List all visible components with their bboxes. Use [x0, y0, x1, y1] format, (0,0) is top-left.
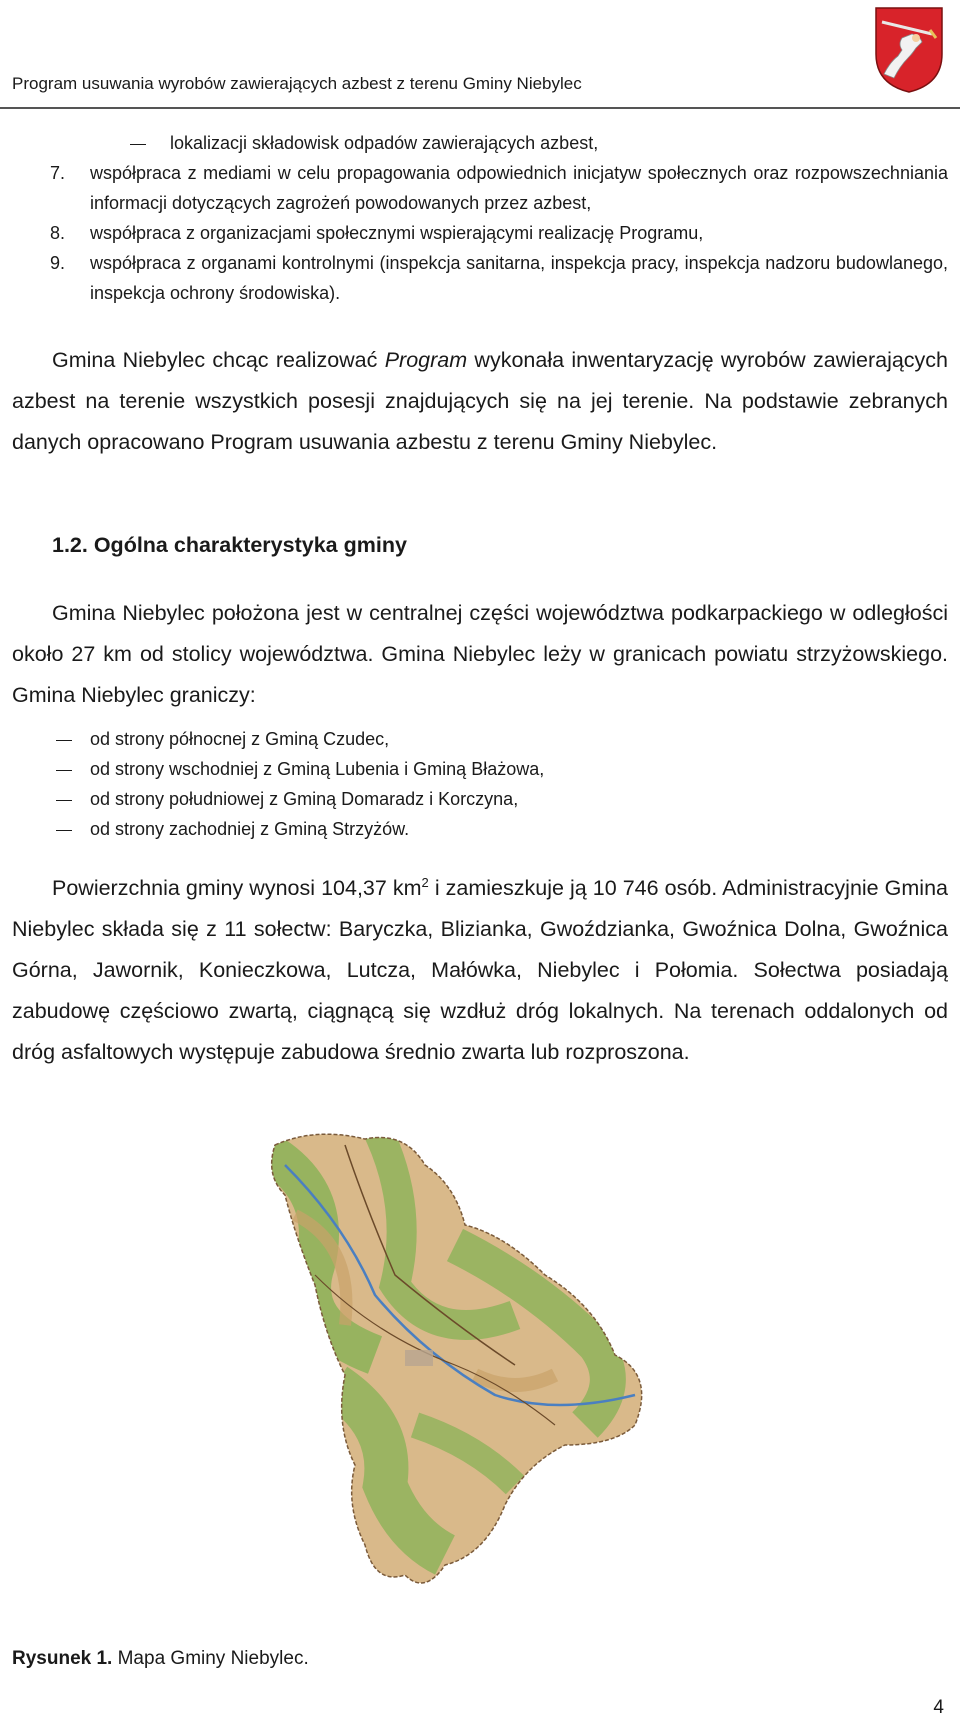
- dash-bullet: [56, 800, 72, 801]
- program-italic: Program: [384, 348, 468, 372]
- section-title: 1.2. Ogólna charakterystyka gminy: [52, 533, 407, 557]
- paragraph-location: [12, 593, 948, 716]
- list-item-text: współpraca z organizacjami społecznymi wspierającymi realizację Programu,: [90, 223, 704, 243]
- coat-of-arms-icon: [872, 4, 946, 94]
- paragraph-text: Powierzchnia gminy wynosi 104,37 km: [52, 876, 422, 901]
- superscript: 2: [421, 875, 429, 890]
- paragraph-area: [12, 862, 948, 1073]
- paragraph-inventory: [12, 340, 948, 463]
- list-item-number: 8.: [50, 223, 66, 243]
- list-item-text: współpraca z mediami w celu propagowania odpowiednich inicjatyw społecznych oraz rozpowszechniania informacji dotyczących zagrożeń powodowanych przez azbest,: [90, 163, 948, 213]
- page-number: 4: [933, 1697, 944, 1718]
- numbered-list: [50, 158, 948, 308]
- header-divider: [0, 107, 960, 109]
- paragraph-text: i zamieszkuje ją 10 746 osób. Administracyjnie Gmina Niebylec składa się z 11 sołectw: Baryczka, Blizianka, Gwoździanka, Gwoźnica Dolna, Gwoźnica Górna, Jawornik, Konieczkowa, Lutcza, Małówka, Niebylec i Połomia. Sołectwa posiadają zabudowę częściowo zwartą, ciągnącą się wzdłuż dróg lokalnych. Na terenach oddalonych od dróg asfaltowych występuje zabudowa średnio zwarta lub rozproszona.: [12, 876, 948, 1065]
- dash-bullet: [130, 144, 146, 145]
- list-item-text: lokalizacji składowisk odpadów zawierających azbest,: [170, 133, 599, 153]
- dash-bullet: [56, 740, 72, 741]
- paragraph-text: wykonała inwentaryzację wyrobów zawierających azbest na terenie wszystkich posesji znajdujących się na jej terenie. Na podstawie zebranych danych opracowano Program usuwania azbestu z terenu Gminy Niebylec.: [12, 348, 949, 454]
- page-header-title: Program usuwania wyrobów zawierających azbest z terenu Gminy Niebylec: [12, 74, 582, 93]
- paragraph-text: Gmina Niebylec położona jest w centralnej części województwa podkarpackiego w odległości około 27 km od stolicy województwa. Gmina Niebylec leży w granicach powiatu strzyżowskiego. Gmina Niebylec graniczy:: [12, 601, 948, 707]
- list-item: [50, 248, 948, 308]
- list-item-text: od strony zachodniej z Gminą Strzyżów.: [90, 819, 410, 839]
- gmina-map-image: [255, 1125, 715, 1595]
- paragraph-text: Gmina Niebylec chcąc realizować: [52, 348, 385, 372]
- list-item: [50, 158, 948, 218]
- figure-caption: [12, 1648, 309, 1670]
- list-item-text: od strony wschodniej z Gminą Lubenia i Gminą Błażowa,: [90, 759, 545, 779]
- list-item-text: od strony południowej z Gminą Domaradz i Korczyna,: [90, 789, 519, 809]
- list-item-number: 9.: [50, 253, 66, 273]
- figure-label: Rysunek 1.: [12, 1648, 113, 1669]
- dash-bullet: [56, 770, 72, 771]
- list-item-text: współpraca z organami kontrolnymi (inspekcja sanitarna, inspekcja pracy, inspekcja nadzoru budowlanego, inspekcja ochrony środowiska).: [90, 253, 948, 303]
- list-item-text: od strony północnej z Gminą Czudec,: [90, 729, 390, 749]
- list-item-number: 7.: [50, 163, 66, 183]
- list-item: [50, 218, 948, 248]
- figure-text: Mapa Gminy Niebylec.: [112, 1648, 309, 1669]
- dash-bullet: [56, 830, 72, 831]
